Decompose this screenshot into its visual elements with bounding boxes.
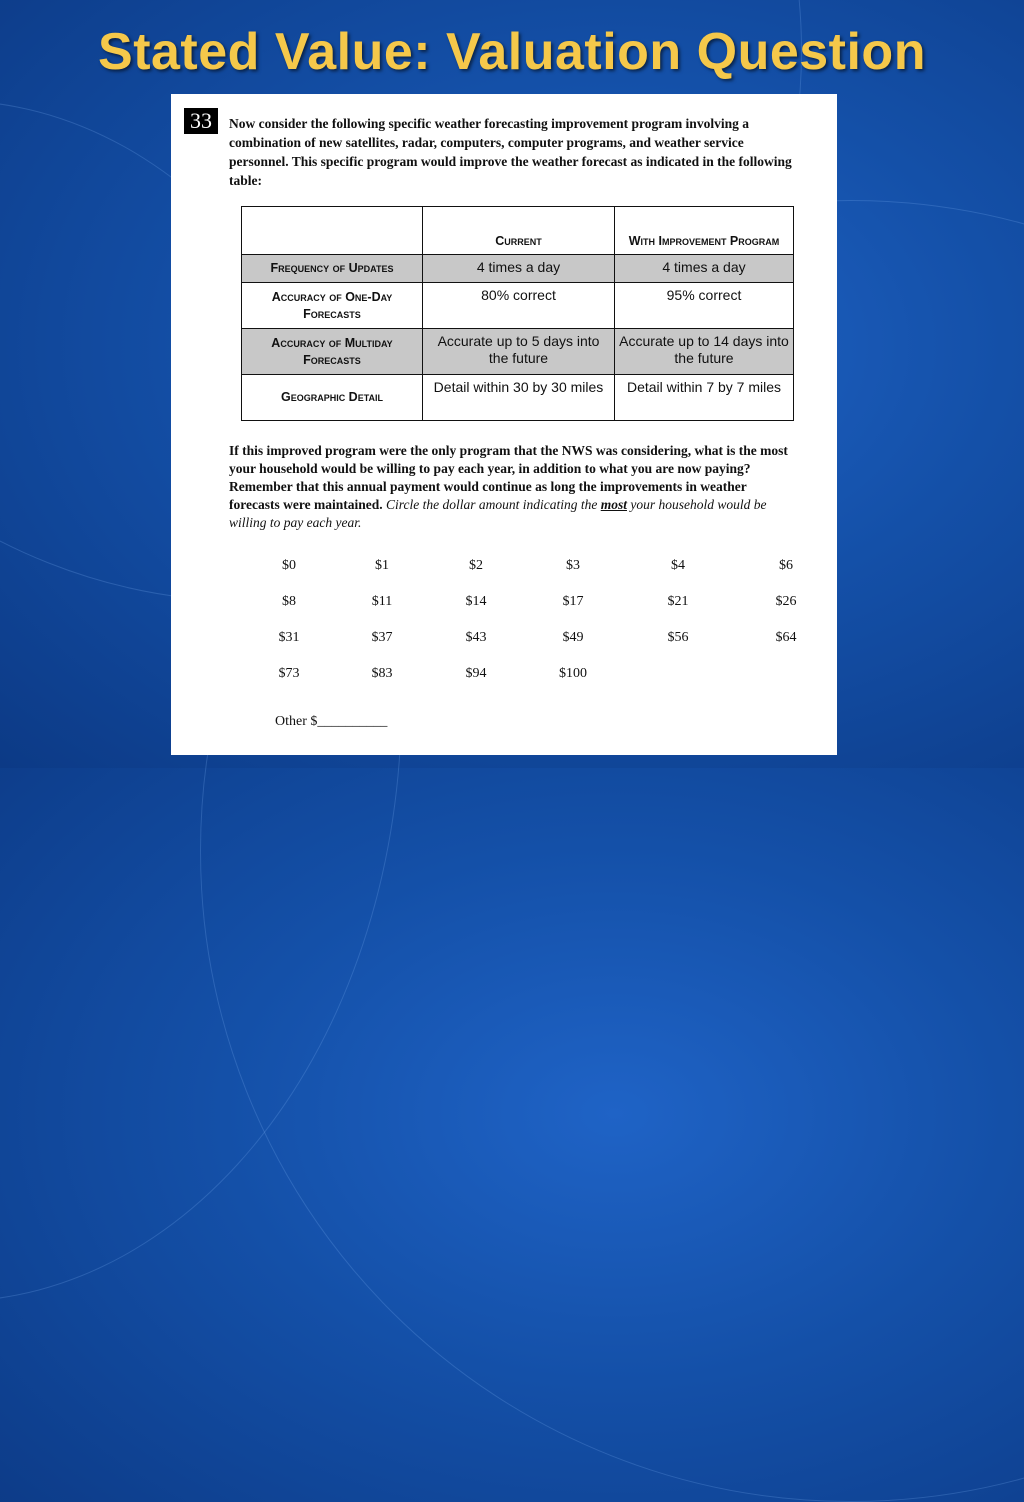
amount-row bbox=[269, 630, 809, 666]
table-row bbox=[242, 375, 794, 421]
comparison-table bbox=[241, 206, 794, 421]
amount-option[interactable]: $1 bbox=[375, 558, 389, 573]
amount-option[interactable]: $17 bbox=[562, 594, 584, 609]
amount-option[interactable]: $2 bbox=[469, 558, 483, 573]
valuation-question bbox=[229, 442, 799, 532]
amount-option[interactable]: $14 bbox=[465, 594, 487, 609]
question-text: If this improved program were the only program that the NWS was considering, what is the most your household would be willing to pay each year, in addition to what you are now paying? Remember that this annual payment would continue as long the improvements in weather forecasts were maintained. bbox=[229, 443, 788, 512]
amount-option[interactable]: $73 bbox=[278, 666, 300, 681]
amount-option[interactable]: $56 bbox=[667, 630, 689, 645]
table-header-row bbox=[242, 207, 794, 255]
row-improved: 95% correct bbox=[615, 283, 794, 329]
instruction-emphasis: most bbox=[600, 497, 627, 512]
amount-option[interactable]: $64 bbox=[775, 630, 797, 645]
amount-option[interactable]: $21 bbox=[667, 594, 689, 609]
amount-option[interactable]: $3 bbox=[566, 558, 580, 573]
amount-option[interactable]: $94 bbox=[465, 666, 487, 681]
amount-row bbox=[269, 594, 809, 630]
amount-option[interactable]: $0 bbox=[282, 558, 296, 573]
amount-option[interactable]: $6 bbox=[779, 558, 793, 573]
table-row bbox=[242, 283, 794, 329]
row-improved: Accurate up to 14 days into the future bbox=[615, 329, 794, 375]
instruction-pre: Circle the dollar amount indicating the bbox=[385, 497, 598, 512]
amount-option[interactable]: $26 bbox=[775, 594, 797, 609]
row-current: Accurate up to 5 days into the future bbox=[423, 329, 615, 375]
question-intro: Now consider the following specific weather forecasting improvement program involving a combination of new satellites, radar, computers, computer programs, and weather service personnel. This specific program would improve the weather forecast as indicated in the following table: bbox=[229, 116, 792, 188]
amount-option[interactable]: $100 bbox=[559, 666, 587, 681]
row-current: 80% correct bbox=[423, 283, 615, 329]
survey-document bbox=[171, 94, 837, 755]
header-empty bbox=[242, 207, 423, 255]
table-row bbox=[242, 329, 794, 375]
amount-option[interactable]: $31 bbox=[278, 630, 300, 645]
row-label: Geographic Detail bbox=[242, 375, 423, 421]
row-improved: Detail within 7 by 7 miles bbox=[615, 375, 794, 421]
row-current: 4 times a day bbox=[423, 255, 615, 283]
header-improved: With Improvement Program bbox=[615, 207, 794, 255]
other-amount-field[interactable]: Other $__________ bbox=[275, 714, 388, 729]
row-improved: 4 times a day bbox=[615, 255, 794, 283]
amount-option[interactable]: $37 bbox=[371, 630, 393, 645]
payment-options bbox=[269, 558, 809, 702]
header-current: Current bbox=[423, 207, 615, 255]
row-current: Detail within 30 by 30 miles bbox=[423, 375, 615, 421]
amount-option[interactable]: $11 bbox=[371, 594, 393, 609]
amount-option[interactable]: $83 bbox=[371, 666, 393, 681]
question-number: 33 bbox=[184, 108, 218, 134]
amount-option[interactable]: $49 bbox=[562, 630, 584, 645]
row-label: Accuracy of Multiday Forecasts bbox=[242, 329, 423, 375]
amount-option[interactable]: $8 bbox=[282, 594, 296, 609]
amount-row bbox=[269, 666, 809, 702]
instruction-post: your household would be willing to pay each year. bbox=[229, 497, 767, 530]
slide-title: Stated Value: Valuation Question bbox=[98, 23, 926, 81]
row-label: Accuracy of One-Day Forecasts bbox=[242, 283, 423, 329]
table-row bbox=[242, 255, 794, 283]
row-label: Frequency of Updates bbox=[242, 255, 423, 283]
amount-option[interactable]: $43 bbox=[465, 630, 487, 645]
amount-row bbox=[269, 558, 809, 594]
amount-option[interactable]: $4 bbox=[671, 558, 685, 573]
